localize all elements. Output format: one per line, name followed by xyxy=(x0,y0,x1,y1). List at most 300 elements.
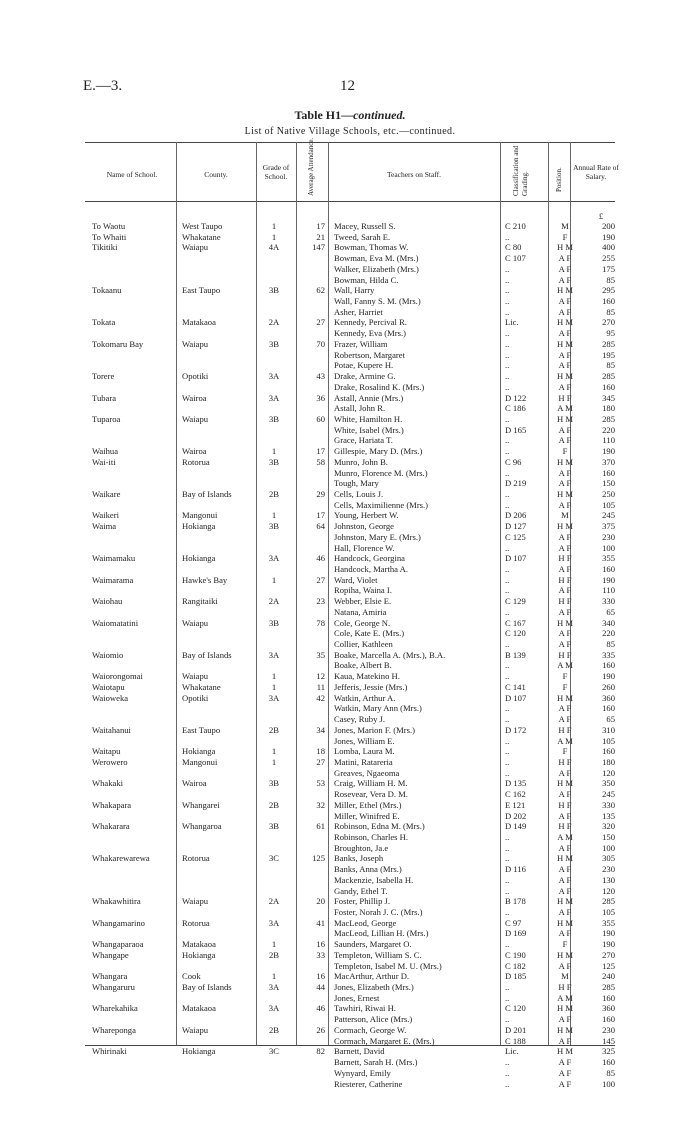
teacher-name: Frazer, William xyxy=(334,338,388,349)
position: F xyxy=(562,681,568,692)
teacher-name: White, Isabel (Mrs.) xyxy=(334,424,404,435)
position: A F xyxy=(558,789,572,800)
table-row xyxy=(0,982,700,993)
classification: D 122 xyxy=(505,392,527,403)
school-name: Tuparoa xyxy=(92,413,121,424)
salary: 125 xyxy=(602,960,615,971)
teacher-name: Johnston, Mary E. (Mrs.) xyxy=(334,531,421,542)
school-name: Tubara xyxy=(92,392,117,403)
teacher-name: Astall, John R. xyxy=(334,403,386,414)
position: A F xyxy=(558,360,572,371)
classification: .. xyxy=(505,874,510,885)
table-row xyxy=(0,339,700,350)
salary: 120 xyxy=(602,885,615,896)
classification: .. xyxy=(505,714,510,725)
average-attendance: 147 xyxy=(312,242,325,253)
teacher-name: Gandy, Ethel T. xyxy=(334,885,388,896)
school-name: Whakapara xyxy=(92,799,132,810)
salary: 160 xyxy=(602,703,615,714)
school-grade: 4A xyxy=(268,242,280,253)
salary: 200 xyxy=(602,221,615,231)
county-name: Waiapu xyxy=(182,413,209,424)
county-name: Opotiki xyxy=(182,371,209,382)
salary: 160 xyxy=(602,564,615,574)
average-attendance: 44 xyxy=(316,982,325,993)
average-attendance: 17 xyxy=(316,510,325,521)
position: F xyxy=(562,939,568,950)
teacher-name: Saunders, Margaret O. xyxy=(334,939,412,950)
average-attendance: 16 xyxy=(316,939,325,950)
teacher-name: Lomba, Laura M. xyxy=(334,746,395,757)
average-attendance: 29 xyxy=(316,488,325,499)
classification: .. xyxy=(505,564,510,574)
classification: D 206 xyxy=(505,510,527,521)
table-row xyxy=(0,500,700,511)
teacher-name: White, Hamilton H. xyxy=(334,413,403,424)
teacher-name: Cole, George N. xyxy=(334,617,391,628)
table-row xyxy=(0,350,700,361)
salary: 150 xyxy=(602,478,615,489)
position: A F xyxy=(558,381,572,392)
classification: .. xyxy=(505,703,510,714)
teacher-name: Jones, William E. xyxy=(334,735,395,746)
teacher-name: MacLeod, George xyxy=(334,917,397,928)
salary: 195 xyxy=(602,349,615,360)
teacher-name: Bowman, Hilda C. xyxy=(334,274,399,285)
salary: 85 xyxy=(606,639,615,650)
salary: 285 xyxy=(602,896,615,907)
position: H F xyxy=(558,724,572,735)
table-row xyxy=(0,618,700,629)
position: H M xyxy=(557,917,573,928)
table-row xyxy=(0,264,700,275)
classification: D 165 xyxy=(505,424,527,435)
teacher-name: Jones, Ernest xyxy=(334,992,380,1003)
classification: .. xyxy=(505,338,510,349)
position: H M xyxy=(557,285,573,296)
salary: 190 xyxy=(602,574,615,585)
county-name: Hokianga xyxy=(182,949,216,960)
table-row xyxy=(0,853,700,864)
position: A F xyxy=(558,714,572,725)
salary: 230 xyxy=(602,1024,615,1035)
teacher-name: Astall, Annie (Mrs.) xyxy=(334,392,404,403)
table-row xyxy=(0,575,700,586)
table-row xyxy=(0,221,700,232)
position: H M xyxy=(557,853,573,864)
average-attendance: 16 xyxy=(316,971,325,982)
header-classification: Classification and Grading. xyxy=(512,145,529,196)
position: A F xyxy=(558,703,572,714)
position: F xyxy=(562,446,568,457)
classification: C 182 xyxy=(505,960,526,971)
salary: 360 xyxy=(602,692,615,703)
position: A F xyxy=(558,253,572,264)
teacher-name: MacLeod, Lillian H. (Mrs.) xyxy=(334,928,429,939)
classification: C 190 xyxy=(505,949,526,960)
table-row xyxy=(0,918,700,929)
classification: .. xyxy=(505,296,510,307)
school-name: Whakaki xyxy=(92,778,124,789)
school-grade: 3A xyxy=(268,371,280,382)
table-row xyxy=(0,832,700,843)
salary: 180 xyxy=(602,756,615,767)
teacher-name: Natana, Amiria xyxy=(334,606,387,617)
average-attendance: 125 xyxy=(312,853,325,864)
teacher-name: Munro, Florence M. (Mrs.) xyxy=(334,467,428,478)
table-row xyxy=(0,457,700,468)
position: A F xyxy=(558,296,572,307)
county-name: Whakatane xyxy=(182,231,221,242)
salary: 160 xyxy=(602,381,615,392)
position: H M xyxy=(557,692,573,703)
school-grade: 3A xyxy=(268,553,280,564)
classification: C 120 xyxy=(505,628,526,639)
classification: D 107 xyxy=(505,553,527,564)
position: H M xyxy=(557,1024,573,1035)
position: F xyxy=(562,671,568,682)
school-grade: 1 xyxy=(271,574,277,585)
salary: 340 xyxy=(602,617,615,628)
classification: D 149 xyxy=(505,821,527,832)
header-county: County. xyxy=(204,170,228,179)
salary: 330 xyxy=(602,799,615,810)
teacher-name: Watkin, Mary Ann (Mrs.) xyxy=(334,703,422,714)
school-grade: 1 xyxy=(271,681,277,692)
position: H M xyxy=(557,1046,573,1057)
average-attendance: 82 xyxy=(316,1046,325,1057)
teacher-name: Craig, William H. M. xyxy=(334,778,408,789)
table-row xyxy=(0,639,700,650)
table-row xyxy=(0,607,700,618)
salary: 160 xyxy=(602,1057,615,1068)
average-attendance: 27 xyxy=(316,756,325,767)
table-row xyxy=(0,660,700,671)
teacher-name: Gillespie, Mary D. (Mrs.) xyxy=(334,446,423,457)
teacher-name: Cells, Louis J. xyxy=(334,488,384,499)
teacher-name: Templeton, Isabel M. U. (Mrs.) xyxy=(334,960,442,971)
table-row xyxy=(0,628,700,639)
position: A M xyxy=(557,735,573,746)
classification: C 186 xyxy=(505,403,526,414)
school-grade: 2A xyxy=(268,317,280,328)
header-school: Name of School. xyxy=(106,170,158,179)
county-name: Waiapu xyxy=(182,338,209,349)
table-row xyxy=(0,971,700,982)
school-grade: 3A xyxy=(268,982,280,993)
classification: .. xyxy=(505,446,510,457)
county-name: Hokianga xyxy=(182,553,216,564)
county-name: Waiapu xyxy=(182,617,209,628)
classification: C 97 xyxy=(505,917,522,928)
position: A F xyxy=(558,907,572,917)
classification: .. xyxy=(505,263,510,274)
teacher-name: Watkin, Arthur A. xyxy=(334,692,396,703)
table-row xyxy=(0,425,700,436)
county-name: Waiapu xyxy=(182,242,209,253)
position: A F xyxy=(558,606,572,617)
teacher-name: Handcock, Georgina xyxy=(334,553,405,564)
school-grade: 3A xyxy=(268,1003,280,1014)
salary: 250 xyxy=(602,488,615,499)
teacher-name: Potae, Kupere H. xyxy=(334,360,394,371)
salary: 85 xyxy=(606,1067,615,1078)
table-row xyxy=(0,757,700,768)
salary: 220 xyxy=(602,424,615,435)
teacher-name: Jones, Marion F. (Mrs.) xyxy=(334,724,415,735)
table-row xyxy=(0,521,700,532)
teacher-name: Broughton, Ja.e xyxy=(334,842,389,853)
position: A F xyxy=(558,424,572,435)
average-attendance: 12 xyxy=(316,671,325,682)
school-name: Tokata xyxy=(92,317,116,328)
average-attendance: 42 xyxy=(316,692,325,703)
school-name: Torere xyxy=(92,371,115,382)
school-name: Whangara xyxy=(92,971,128,982)
position: A F xyxy=(558,842,572,853)
classification: .. xyxy=(505,831,510,842)
salary: 230 xyxy=(602,864,615,875)
county-name: Hokianga xyxy=(182,1046,216,1057)
table-row xyxy=(0,896,700,907)
table-row xyxy=(0,1068,700,1079)
table-row xyxy=(0,693,700,704)
teacher-name: Collier, Kathleen xyxy=(334,639,393,650)
table-row xyxy=(0,543,700,554)
position: A F xyxy=(558,564,572,574)
salary: 85 xyxy=(606,274,615,285)
position: M xyxy=(561,221,569,231)
school-grade: 3A xyxy=(268,392,280,403)
salary: 160 xyxy=(602,1014,615,1025)
salary: 110 xyxy=(602,585,615,596)
average-attendance: 46 xyxy=(316,553,325,564)
school-grade: 3B xyxy=(268,413,280,424)
county-name: East Taupo xyxy=(182,285,221,296)
school-grade: 3B xyxy=(268,456,280,467)
average-attendance: 70 xyxy=(316,338,325,349)
teacher-name: Tawhiri, Riwai H. xyxy=(334,1003,396,1014)
table-row xyxy=(0,736,700,747)
position: A F xyxy=(558,328,572,339)
classification: .. xyxy=(505,1057,510,1068)
table-row xyxy=(0,317,700,328)
table-subtitle: List of Native Village Schools, etc.—continued. xyxy=(244,126,456,137)
classification: B 178 xyxy=(505,896,526,907)
teacher-name: Wall, Harry xyxy=(334,285,375,296)
classification: .. xyxy=(505,381,510,392)
table-row xyxy=(0,821,700,832)
school-name: Whakarewarewa xyxy=(92,853,150,864)
header-teachers: Teachers on Staff. xyxy=(386,170,442,179)
salary: 270 xyxy=(602,949,615,960)
teacher-name: Riesterer, Catherine xyxy=(334,1078,403,1089)
table-row xyxy=(0,275,700,286)
school-grade: 1 xyxy=(271,756,277,767)
county-name: Whakatane xyxy=(182,681,221,692)
county-name: Matakaoa xyxy=(182,1003,216,1014)
average-attendance: 60 xyxy=(316,413,325,424)
classification: .. xyxy=(505,306,510,317)
salary: 295 xyxy=(602,285,615,296)
table-row xyxy=(0,371,700,382)
classification: C 107 xyxy=(505,253,526,264)
school-grade: 1 xyxy=(271,510,277,521)
teacher-name: Ward, Violet xyxy=(334,574,378,585)
position: A F xyxy=(558,767,572,778)
salary: 190 xyxy=(602,928,615,939)
classification: C 120 xyxy=(505,1003,526,1014)
position: A F xyxy=(558,1078,572,1089)
county-name: Rotorua xyxy=(182,917,210,928)
table-row xyxy=(0,232,700,243)
salary: 130 xyxy=(602,874,615,885)
teacher-name: Grace, Hariata T. xyxy=(334,435,393,446)
classification: C 210 xyxy=(505,221,526,231)
teacher-name: Kennedy, Eva (Mrs.) xyxy=(334,328,406,339)
teacher-name: Miller, Ethel (Mrs.) xyxy=(334,799,402,810)
position: F xyxy=(562,746,568,757)
position: A F xyxy=(558,306,572,317)
average-attendance: 20 xyxy=(316,896,325,907)
table-title-main: Table H1— xyxy=(294,108,354,122)
table-row xyxy=(0,532,700,543)
teacher-name: Banks, Anna (Mrs.) xyxy=(334,864,402,875)
table-row xyxy=(0,1046,700,1057)
position: H M xyxy=(557,521,573,532)
salary: 150 xyxy=(602,831,615,842)
school-name: Werowero xyxy=(92,756,128,767)
position: H F xyxy=(558,756,572,767)
salary: 160 xyxy=(602,467,615,478)
salary: 160 xyxy=(602,992,615,1003)
salary: 335 xyxy=(602,649,615,660)
school-name: Waikeri xyxy=(92,510,119,521)
school-grade: 3B xyxy=(268,338,280,349)
header-grade: Grade of School. xyxy=(262,163,290,181)
position: A F xyxy=(558,274,572,285)
salary: 310 xyxy=(602,724,615,735)
county-name: Matakaoa xyxy=(182,317,216,328)
school-name: Waikare xyxy=(92,488,121,499)
school-name: Waimarama xyxy=(92,574,134,585)
classification: .. xyxy=(505,992,510,1003)
salary: 190 xyxy=(602,671,615,682)
salary: 175 xyxy=(602,263,615,274)
average-attendance: 61 xyxy=(316,821,325,832)
position: H F xyxy=(558,982,572,993)
table-row xyxy=(0,886,700,897)
header-salary: Annual Rate of Salary. xyxy=(573,163,619,181)
position: A F xyxy=(558,478,572,489)
position: H M xyxy=(557,338,573,349)
school-name: Whirinaki xyxy=(92,1046,127,1057)
teacher-name: Barnett, David xyxy=(334,1046,385,1057)
county-name: Waiapu xyxy=(182,896,209,907)
county-name: Hawke's Bay xyxy=(182,574,228,585)
salary: 100 xyxy=(602,542,615,553)
teacher-name: Robinson, Charles H. xyxy=(334,831,408,842)
table-row xyxy=(0,703,700,714)
position: H F xyxy=(558,553,572,564)
salary: 95 xyxy=(606,328,615,339)
county-name: Rotorua xyxy=(182,853,210,864)
position: A F xyxy=(558,531,572,542)
classification: .. xyxy=(505,939,510,950)
position: A M xyxy=(557,992,573,1003)
school-grade: 2A xyxy=(268,896,280,907)
salary: 345 xyxy=(602,392,615,403)
teacher-name: Boake, Albert B. xyxy=(334,660,392,671)
classification: .. xyxy=(505,231,510,242)
classification: .. xyxy=(505,1067,510,1078)
average-attendance: 32 xyxy=(316,799,325,810)
table-row xyxy=(0,671,700,682)
teacher-name: Tough, Mary xyxy=(334,478,379,489)
salary: 65 xyxy=(606,714,615,725)
teacher-name: Casey, Ruby J. xyxy=(334,714,386,725)
table-row xyxy=(0,961,700,972)
classification: D 107 xyxy=(505,692,527,703)
table-row xyxy=(0,725,700,736)
table-row xyxy=(0,403,700,414)
salary: 255 xyxy=(602,253,615,264)
classification: D 219 xyxy=(505,478,527,489)
school-grade: 3C xyxy=(268,853,280,864)
classification: D 201 xyxy=(505,1024,527,1035)
table-row xyxy=(0,907,700,918)
position: A F xyxy=(558,1035,572,1046)
salary: 105 xyxy=(602,907,615,917)
salary: 375 xyxy=(602,521,615,532)
classification: .. xyxy=(505,606,510,617)
classification: D 116 xyxy=(505,864,526,875)
school-name: Whareponga xyxy=(92,1024,136,1035)
classification: .. xyxy=(505,756,510,767)
classification: .. xyxy=(505,413,510,424)
school-name: Tokomaru Bay xyxy=(92,338,144,349)
school-grade: 1 xyxy=(271,221,277,231)
average-attendance: 53 xyxy=(316,778,325,789)
table-title-continued: continued. xyxy=(353,108,406,122)
classification: .. xyxy=(505,639,510,650)
classification: .. xyxy=(505,1014,510,1025)
table-row xyxy=(0,468,700,479)
classification: .. xyxy=(505,274,510,285)
county-name: East Taupo xyxy=(182,724,221,735)
header-attendance: Average Attendance. xyxy=(307,137,315,196)
teacher-name: Robertson, Margaret xyxy=(334,349,405,360)
teacher-name: Wynyard, Emily xyxy=(334,1067,391,1078)
teacher-name: Cormach, Margaret E. (Mrs.) xyxy=(334,1035,435,1046)
school-grade: 1 xyxy=(271,939,277,950)
classification: C 129 xyxy=(505,596,526,607)
salary: 160 xyxy=(602,296,615,307)
classification: .. xyxy=(505,488,510,499)
table-row xyxy=(0,939,700,950)
table-row xyxy=(0,585,700,596)
header-bottom-rule xyxy=(85,201,615,202)
school-name: Waiorongomai xyxy=(92,671,143,682)
teacher-name: Hall, Florence W. xyxy=(334,542,395,553)
position: A F xyxy=(558,928,572,939)
teacher-name: Bowman, Eva M. (Mrs.) xyxy=(334,253,419,264)
classification: .. xyxy=(505,842,510,853)
county-name: Rotorua xyxy=(182,456,210,467)
school-name: Waioweka xyxy=(92,692,129,703)
school-grade: 2B xyxy=(268,949,280,960)
county-name: Wairoa xyxy=(182,392,207,403)
